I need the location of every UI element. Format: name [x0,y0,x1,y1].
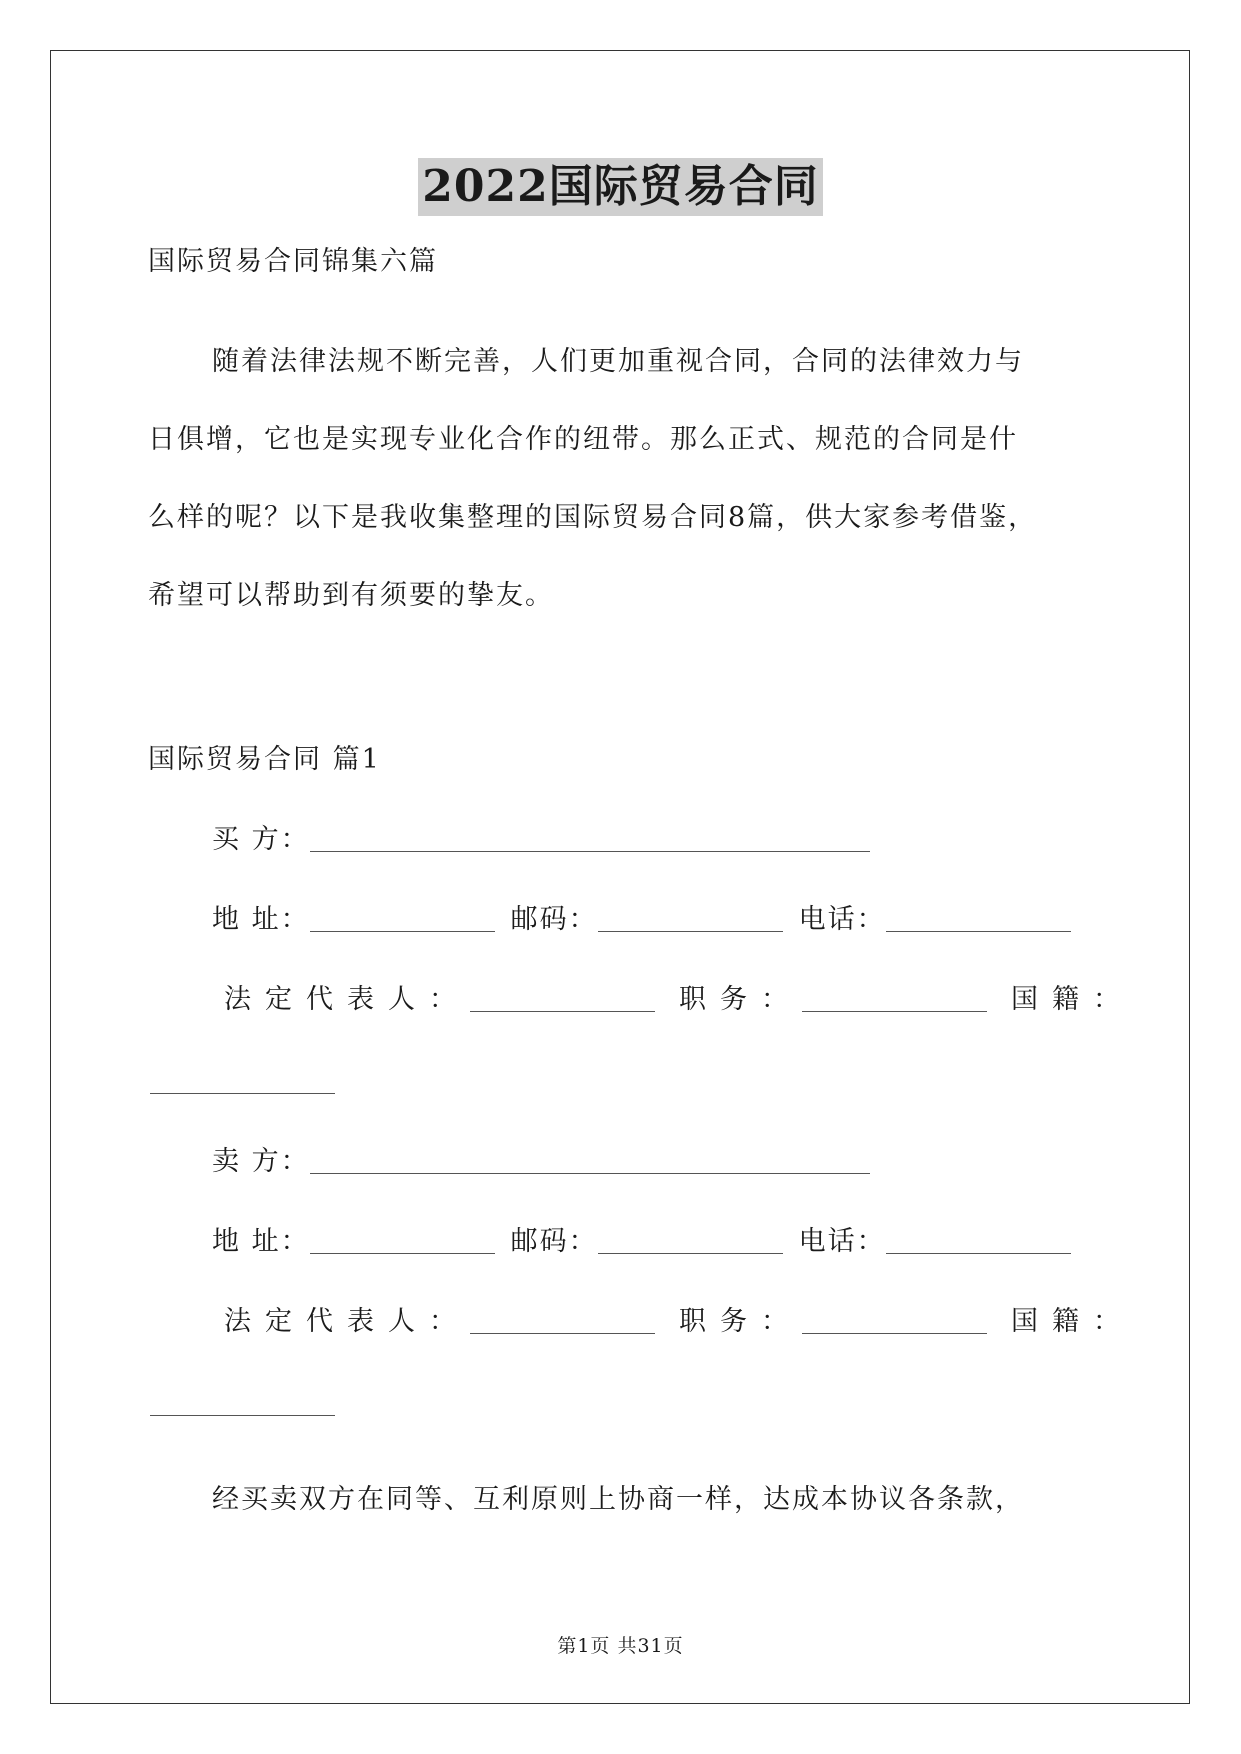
buyer-phone-label: 电话： [798,904,886,935]
seller-name-field[interactable] [310,1151,870,1174]
page-border [50,50,1190,1704]
buyer-position-field[interactable] [802,989,987,1012]
seller-contact-row [212,1222,1071,1262]
intro-line-1: 随着法律法规不断完善，人们更加重视合同，合同的法律效力与 [212,346,1024,377]
seller-rep-row [224,1302,1134,1342]
buyer-position-label: 职务： [679,984,802,1015]
seller-nationality-label: 国籍： [1011,1306,1134,1337]
seller-nationality-field[interactable] [150,1393,335,1416]
buyer-row [212,820,870,860]
seller-position-label: 职务： [679,1306,802,1337]
buyer-name-field[interactable] [310,829,870,852]
buyer-rep-field[interactable] [470,989,655,1012]
buyer-rep-label: 法定代表人： [224,984,470,1015]
buyer-postcode-field[interactable] [598,909,783,932]
buyer-nationality-row [150,1062,335,1102]
buyer-nationality-label: 国籍： [1011,984,1134,1015]
subtitle: 国际贸易合同锦集六篇 [148,246,438,277]
closing-line: 经买卖双方在同等、互利原则上协商一样，达成本协议各条款， [212,1484,1024,1515]
seller-row [212,1142,870,1182]
seller-postcode-field[interactable] [598,1231,783,1254]
seller-position-field[interactable] [802,1311,987,1334]
seller-address-label: 地 址： [212,1226,310,1257]
buyer-address-field[interactable] [310,909,495,932]
page-footer: 第1页 共31页 [557,1635,684,1657]
seller-rep-field[interactable] [470,1311,655,1334]
intro-line-3: 么样的呢？以下是我收集整理的国际贸易合同8篇，供大家参考借鉴， [148,502,1038,533]
buyer-postcode-label: 邮码： [510,904,598,935]
intro-line-2: 日俱增，它也是实现专业化合作的纽带。那么正式、规范的合同是什 [148,424,1018,455]
buyer-rep-row [224,980,1134,1020]
seller-address-field[interactable] [310,1231,495,1254]
seller-phone-field[interactable] [886,1231,1071,1254]
buyer-address-label: 地 址： [212,904,310,935]
buyer-nationality-field[interactable] [150,1071,335,1094]
intro-line-4: 希望可以帮助到有须要的挚友。 [148,580,554,611]
section-heading: 国际贸易合同 篇1 [148,744,381,775]
buyer-phone-field[interactable] [886,909,1071,932]
seller-nationality-row [150,1384,335,1424]
page-title: 2022国际贸易合同 [418,158,822,216]
seller-postcode-label: 邮码： [510,1226,598,1257]
seller-phone-label: 电话： [798,1226,886,1257]
buyer-label: 买 方： [212,824,310,855]
seller-label: 卖 方： [212,1146,310,1177]
seller-rep-label: 法定代表人： [224,1306,470,1337]
title-container [0,158,1241,216]
buyer-contact-row [212,900,1071,940]
